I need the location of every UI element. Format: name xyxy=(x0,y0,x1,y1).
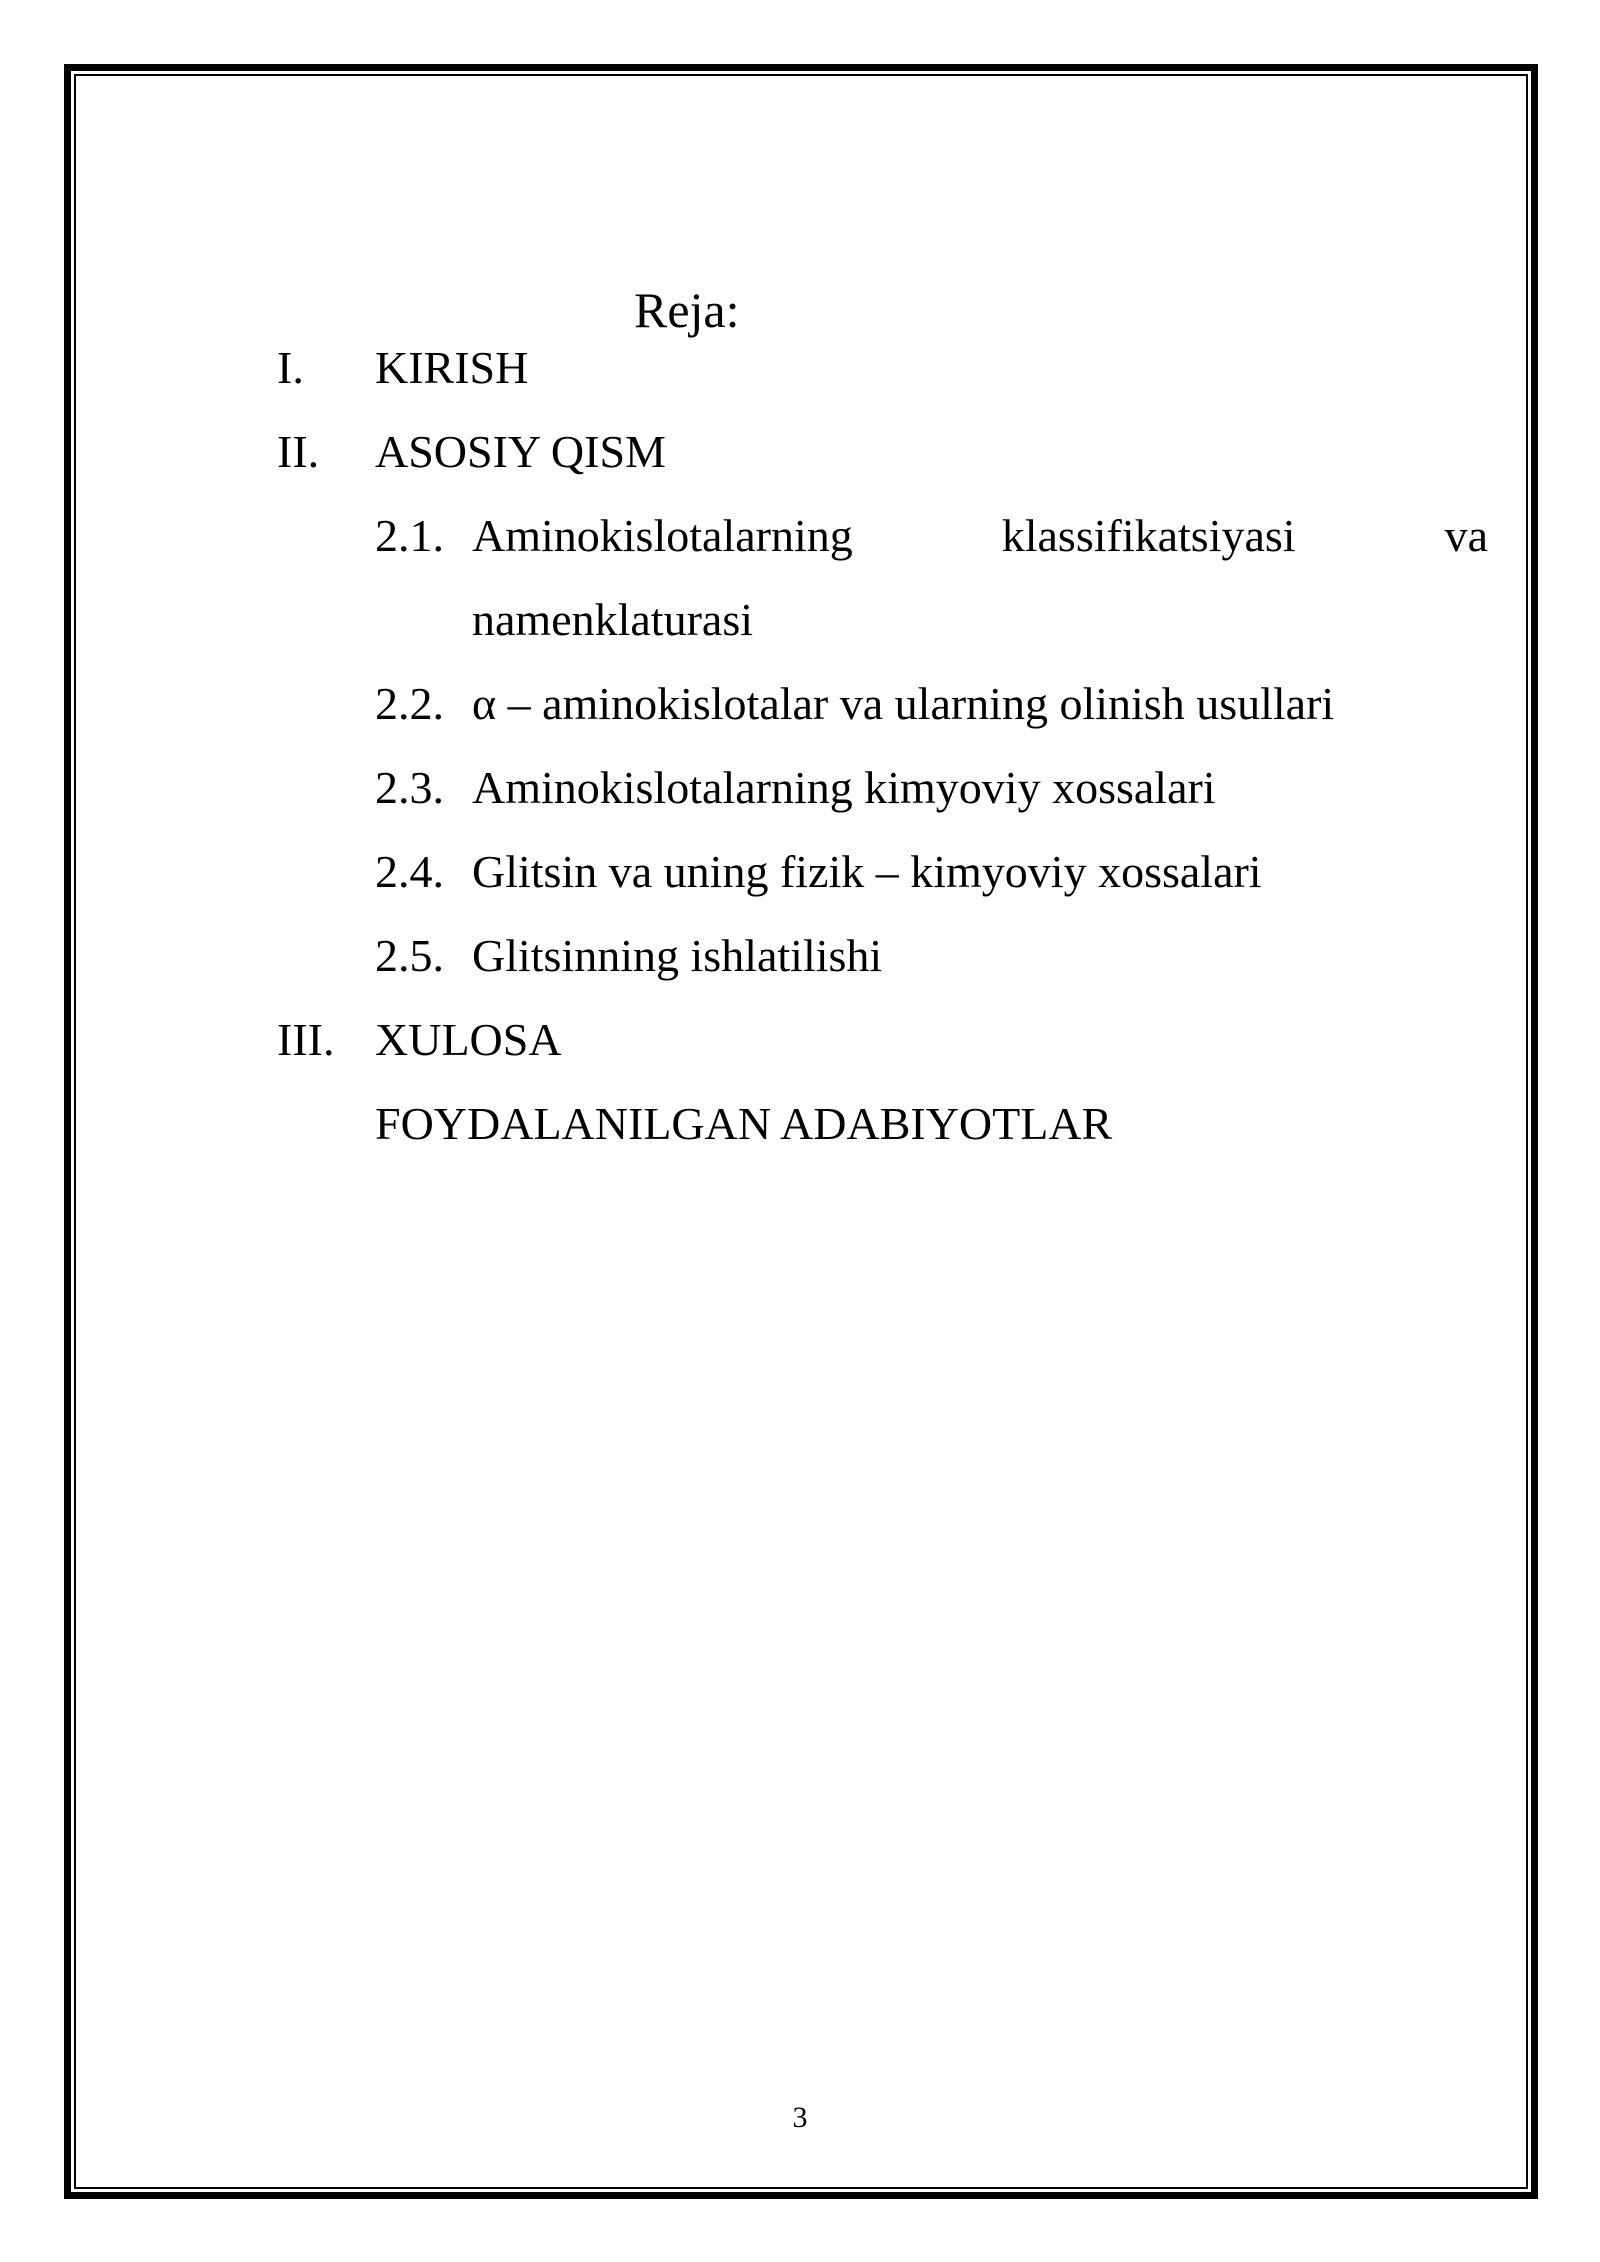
subsection-word: va xyxy=(1444,510,1488,561)
section-number: II. xyxy=(277,426,320,477)
subsection-number: 2.4. xyxy=(375,846,444,897)
page-title: Reja: xyxy=(634,282,740,338)
subsection-number: 2.2. xyxy=(375,678,444,729)
section-label: XULOSA xyxy=(375,1014,562,1065)
subsection-word: Aminokislotalarning xyxy=(472,510,853,561)
subsection-number: 2.3. xyxy=(375,762,444,813)
subsection-number: 2.5. xyxy=(375,930,444,981)
subsection-label: α – aminokislotalar va ularning olinish usullari xyxy=(472,678,1335,729)
section-number: III. xyxy=(277,1014,335,1065)
section-label: KIRISH xyxy=(375,342,529,393)
section-label: FOYDALANILGAN ADABIYOTLAR xyxy=(375,1098,1113,1149)
subsection-word: klassifikatsiyasi xyxy=(1001,510,1296,561)
subsection-label xyxy=(472,506,1488,566)
subsection-label: Aminokislotalarning kimyoviy xossalari xyxy=(472,762,1216,813)
page-number: 3 xyxy=(792,2101,808,2134)
subsection-label-continuation: namenklaturasi xyxy=(472,594,754,645)
section-label: ASOSIY QISM xyxy=(375,426,666,477)
subsection-label: Glitsinning ishlatilishi xyxy=(472,930,883,981)
subsection-number: 2.1. xyxy=(375,510,444,561)
subsection-label: Glitsin va uning fizik – kimyoviy xossalari xyxy=(472,846,1262,897)
section-number: I. xyxy=(277,342,304,393)
